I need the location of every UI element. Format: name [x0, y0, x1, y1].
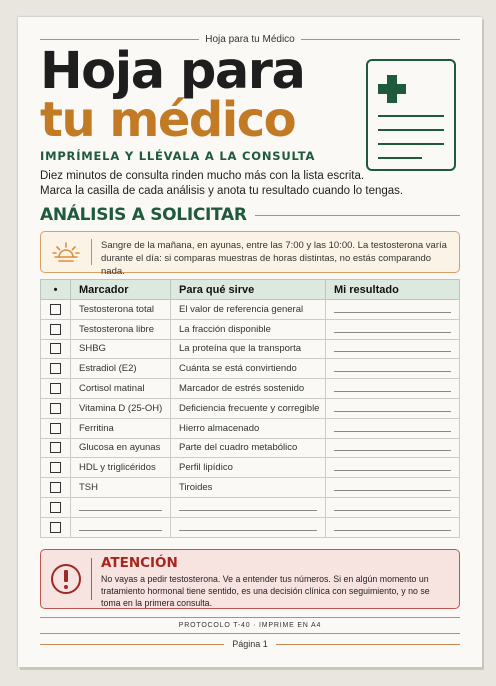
- marker-cell: Cortisol matinal: [71, 379, 171, 399]
- alert-icon: [51, 564, 81, 594]
- marker-cell: Testosterona libre: [71, 319, 171, 339]
- purpose-cell: Tiroides: [171, 478, 326, 498]
- marker-cell: Glucosa en ayunas: [71, 438, 171, 458]
- checkbox[interactable]: [50, 403, 61, 414]
- table-row: [41, 478, 460, 498]
- note-divider: [91, 239, 92, 265]
- result-field[interactable]: [334, 332, 451, 333]
- medical-cross-icon: [378, 75, 406, 103]
- header-result: Mi resultado: [326, 280, 460, 300]
- marker-cell: SHBG: [71, 339, 171, 359]
- title-line-1: Hoja para: [40, 42, 305, 101]
- purpose-cell: Cuánta se está convirtiendo: [171, 359, 326, 379]
- header-title: Hoja para tu Médico: [205, 33, 295, 45]
- result-field[interactable]: [334, 450, 451, 451]
- marker-field[interactable]: [79, 530, 162, 531]
- result-field[interactable]: [334, 411, 451, 412]
- table-row-blank: [41, 497, 460, 517]
- page-number: Página 1: [232, 639, 268, 649]
- checkbox[interactable]: [50, 462, 61, 473]
- page-footer: [40, 637, 460, 651]
- table-row: [41, 398, 460, 418]
- purpose-field[interactable]: [179, 530, 317, 531]
- intro-line-2: Marca la casilla de cada análisis y anota tu resultado cuando lo tengas.: [40, 185, 404, 197]
- marker-field[interactable]: [79, 510, 162, 511]
- result-field[interactable]: [334, 490, 451, 491]
- purpose-cell: La fracción disponible: [171, 319, 326, 339]
- header-bullet: •: [41, 280, 71, 300]
- result-field[interactable]: [334, 530, 451, 531]
- checkbox[interactable]: [50, 502, 61, 513]
- table-row: [41, 339, 460, 359]
- marker-cell: Vitamina D (25-OH): [71, 398, 171, 418]
- table-row: [41, 438, 460, 458]
- table-row: [41, 300, 460, 320]
- result-field[interactable]: [334, 312, 451, 313]
- purpose-cell: Marcador de estrés sostenido: [171, 379, 326, 399]
- marker-cell: TSH: [71, 478, 171, 498]
- table-row: [41, 418, 460, 438]
- warning-divider: [91, 558, 92, 600]
- result-field[interactable]: [334, 431, 451, 432]
- section-title: ANÁLISIS A SOLICITAR: [40, 205, 247, 225]
- purpose-cell: El valor de referencia general: [171, 300, 326, 320]
- header-rule-right: [301, 39, 460, 40]
- marker-cell: Testosterona total: [71, 300, 171, 320]
- header-purpose: Para qué sirve: [171, 280, 326, 300]
- table-row: [41, 379, 460, 399]
- protocol-label: PROTOCOLO T-40 · IMPRIME EN A4: [178, 622, 322, 629]
- checkbox[interactable]: [50, 304, 61, 315]
- checkbox[interactable]: [50, 343, 61, 354]
- warning-title: ATENCIÓN: [101, 555, 178, 571]
- marker-cell: HDL y triglicéridos: [71, 458, 171, 478]
- table-row: [41, 359, 460, 379]
- checkbox[interactable]: [50, 442, 61, 453]
- checkbox[interactable]: [50, 423, 61, 434]
- header-marker: Marcador: [71, 280, 171, 300]
- warning-box: [40, 549, 460, 609]
- purpose-cell: La proteína que la transporta: [171, 339, 326, 359]
- checkbox[interactable]: [50, 522, 61, 533]
- info-note: [40, 231, 460, 277]
- checkbox[interactable]: [50, 363, 61, 374]
- intro-text: [40, 169, 403, 199]
- purpose-cell: Parte del cuadro metabólico: [171, 438, 326, 458]
- table-row: [41, 458, 460, 478]
- purpose-cell: Perfil lipídico: [171, 458, 326, 478]
- medical-document-icon: [366, 59, 456, 171]
- subtitle: IMPRÍMELA Y LLÉVALA A LA CONSULTA: [40, 149, 316, 163]
- result-field[interactable]: [334, 391, 451, 392]
- footer-rule-bottom: [40, 633, 460, 634]
- footer-rule-right: [276, 644, 460, 645]
- checkbox[interactable]: [50, 324, 61, 335]
- section-rule: [255, 215, 460, 216]
- note-text: Sangre de la mañana, en ayunas, entre las 7:00 y las 10:00. La testosterona varía durante el día: si comparas muestras de horas distintas, no estás comparando nada.: [101, 240, 447, 277]
- warning-text: No vayas a pedir testosterona. Ve a entender tus números. Si en algún momento un tratamiento hormonal tiene sentido, es una decisión clínica con seguimiento, y no se toma en la primera consulta.: [101, 574, 430, 608]
- marker-cell: Estradiol (E2): [71, 359, 171, 379]
- result-field[interactable]: [334, 470, 451, 471]
- table-row-blank: [41, 517, 460, 537]
- analysis-table: [40, 279, 460, 538]
- header-rule-left: [40, 39, 199, 40]
- intro-line-1: Diez minutos de consulta rinden mucho más con la lista escrita.: [40, 170, 365, 182]
- purpose-cell: Deficiencia frecuente y corregible: [171, 398, 326, 418]
- result-field[interactable]: [334, 510, 451, 511]
- section-heading: [40, 203, 460, 227]
- marker-cell: Ferritina: [71, 418, 171, 438]
- checkbox[interactable]: [50, 383, 61, 394]
- sun-icon: [51, 238, 81, 268]
- purpose-field[interactable]: [179, 510, 317, 511]
- footer-rule-top: [40, 617, 460, 618]
- title-line-2: tu médico: [40, 92, 296, 148]
- result-field[interactable]: [334, 351, 451, 352]
- purpose-cell: Hierro almacenado: [171, 418, 326, 438]
- checkbox[interactable]: [50, 482, 61, 493]
- result-field[interactable]: [334, 371, 451, 372]
- table-row: [41, 319, 460, 339]
- table-header-row: [41, 280, 460, 300]
- document-page: [18, 17, 482, 667]
- footer-rule-left: [40, 644, 224, 645]
